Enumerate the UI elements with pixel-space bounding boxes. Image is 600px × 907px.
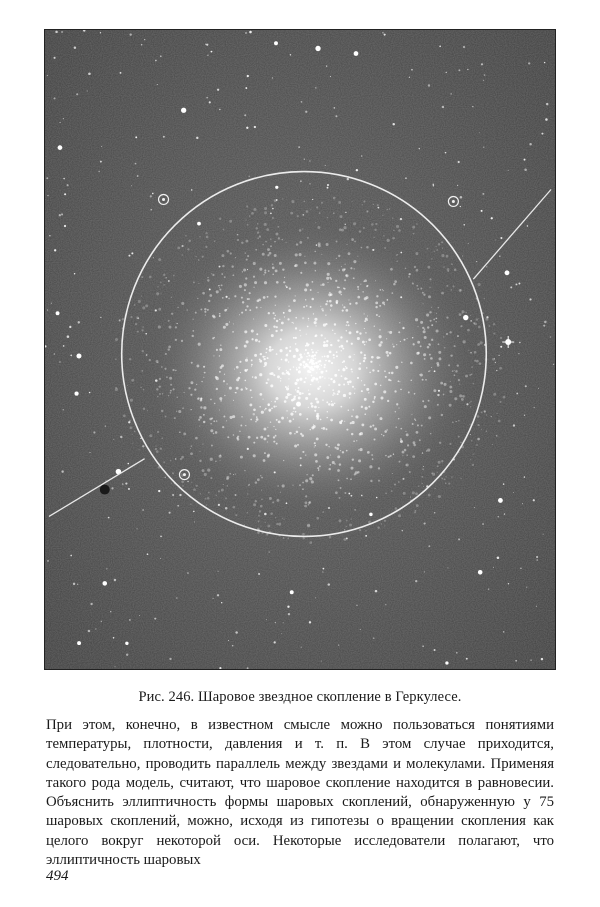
figure-caption: Рис. 246. Шаровое звездное скопление в Геркулесе.	[138, 689, 462, 705]
body-paragraph: При этом, конечно, в известном смысле можно пользоваться понятиями температуры, плотности, давления и т. п. В этом случае приходится, следовательно, проводить параллель между звездами и молекулами. Применяя такого рода модель, считают, что шаровое скопление находится в равновесии. Объяснить эллиптичность формы шаровых скоплений, обнаруженную у 75 шаровых скоплений, можно, исходя из гипотезы о вращении скопления как целого вокруг некоторой оси. Некоторые исследователи полагают, что эллиптичность шаровых	[46, 717, 554, 869]
page-number: 494	[46, 868, 69, 884]
dark-blemish	[100, 485, 110, 495]
cluster-photograph	[44, 29, 556, 670]
globular-cluster-image	[45, 30, 555, 669]
body-text	[46, 716, 554, 870]
